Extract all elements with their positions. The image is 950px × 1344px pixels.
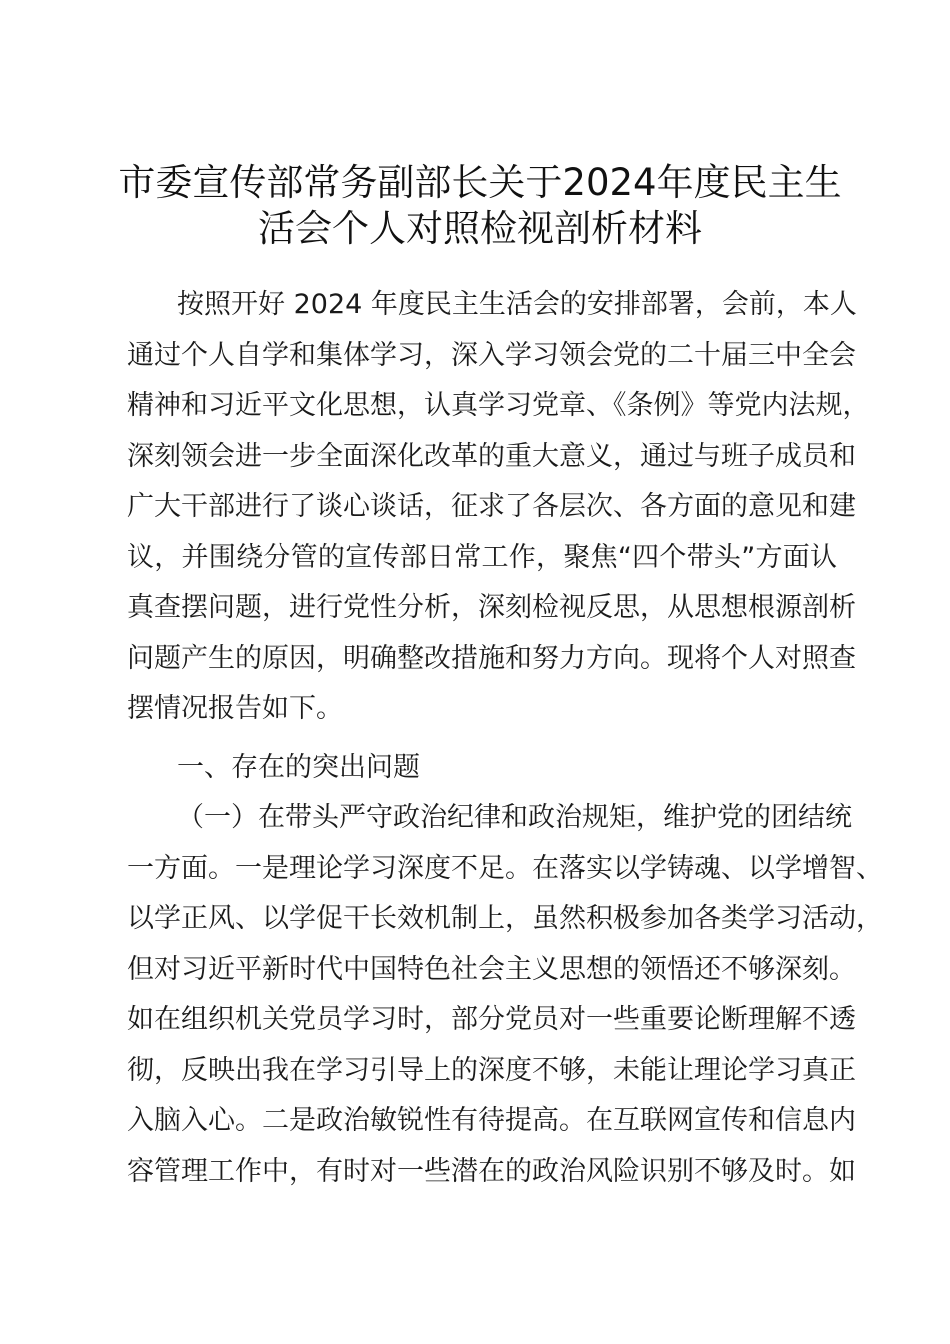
section-line: 一方面。一是理论学习深度不足。在落实以学铸魂、以学增智、: [127, 852, 883, 884]
document-body: [127, 280, 883, 1197]
section-line: 以学正风、以学促干长效机制上，虽然积极参加各类学习活动，: [127, 903, 883, 934]
title-line-2: 活会个人对照检视剖析材料: [258, 207, 702, 250]
intro-line: 深刻领会进一步全面深化改革的重大意义，通过与班子成员和: [127, 440, 856, 472]
intro-line: 议，并围绕分管的宣传部日常工作，聚焦“四个带头”方面认: [127, 541, 837, 573]
intro-line-last: 摆情况报告如下。: [127, 693, 343, 724]
section-line: 但对习近平新时代中国特色社会主义思想的领悟还不够深刻。: [127, 953, 856, 985]
title-line-1: 市委宣传部常务副部长关于2024年度民主生: [118, 161, 842, 204]
document-title: [100, 160, 860, 252]
intro-line: 真查摆问题，进行党性分析，深刻检视反思，从思想根源剖析: [127, 592, 856, 623]
section-line: 如在组织机关党员学习时，部分党员对一些重要论断理解不透: [127, 1004, 856, 1035]
section-line: 容管理工作中，有时对一些潜在的政治风险识别不够及时。如: [127, 1155, 856, 1187]
section-line: 彻，反映出我在学习引导上的深度不够，未能让理论学习真正: [127, 1054, 856, 1086]
section-line: 入脑入心。二是政治敏锐性有待提高。在互联网宣传和信息内: [127, 1105, 856, 1136]
intro-line: 精神和习近平文化思想，认真学习党章、《条例》等党内法规，: [127, 390, 870, 421]
intro-line: 广大干部进行了谈心谈话，征求了各层次、各方面的意见和建: [127, 491, 856, 522]
section-heading: 一、存在的突出问题: [177, 751, 420, 783]
section-line: （一）在带头严守政治纪律和政治规矩，维护党的团结统: [177, 802, 852, 833]
intro-line: 问题产生的原因，明确整改措施和努力方向。现将个人对照查: [127, 642, 856, 674]
intro-line: 通过个人自学和集体学习，深入学习领会党的二十届三中全会: [127, 339, 856, 371]
intro-line: 按照开好 2024 年度民主生活会的安排部署，会前，本人: [177, 289, 857, 320]
